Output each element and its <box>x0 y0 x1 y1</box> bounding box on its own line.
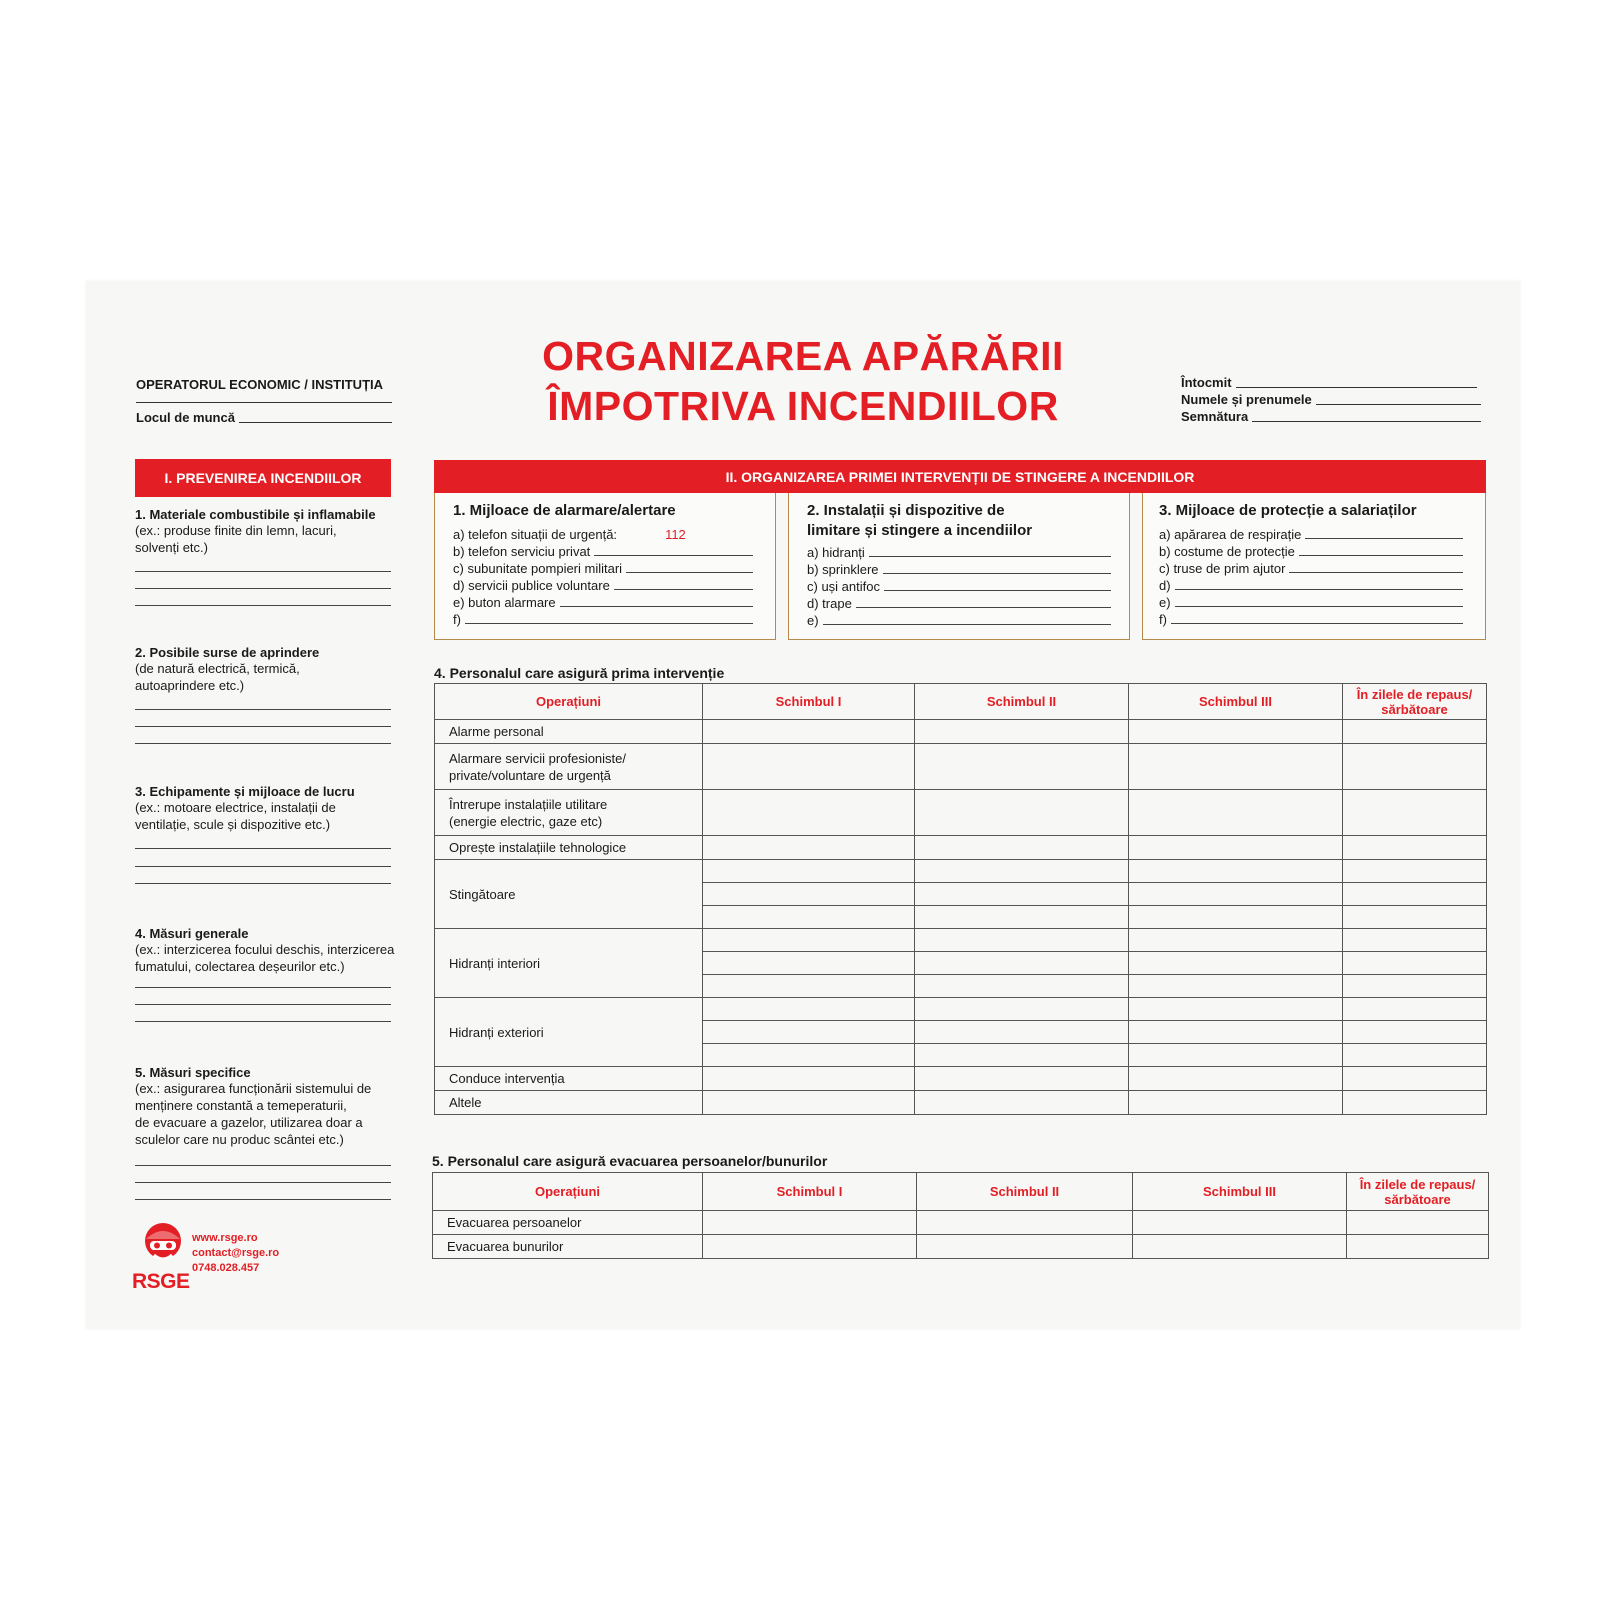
write-line[interactable] <box>135 726 391 727</box>
table-cell[interactable] <box>1129 860 1343 883</box>
prevention-item-1 <box>135 507 425 556</box>
write-line[interactable] <box>135 1165 391 1166</box>
write-line[interactable] <box>135 743 391 744</box>
prevention-item-desc: (de natură electrică, termică, <box>135 661 300 676</box>
installations-box <box>788 493 1130 640</box>
protection-row-respiration[interactable]: a) apărarea de respirație <box>1159 525 1463 542</box>
table-cell[interactable] <box>1129 1021 1343 1044</box>
operation-label <box>435 1067 703 1091</box>
operation-label <box>435 1091 703 1115</box>
table-cell[interactable] <box>915 744 1129 790</box>
form-sheet <box>86 281 1520 1329</box>
col-holidays: În zilele de repaus/ sărbătoare <box>1343 684 1487 720</box>
operation-label <box>435 744 703 790</box>
table-cell[interactable] <box>1129 744 1343 790</box>
table-cell[interactable] <box>703 975 915 998</box>
col-holidays: În zilele de repaus/ sărbătoare <box>1347 1173 1489 1211</box>
prevention-item-desc: (ex.: produse finite din lemn, lacuri, <box>135 523 337 538</box>
protection-box <box>1142 493 1486 640</box>
table-row <box>435 929 1487 952</box>
table-cell[interactable] <box>1343 1067 1487 1091</box>
table-row <box>435 744 1487 790</box>
table-cell[interactable] <box>915 998 1129 1021</box>
alarm-row-firefighters[interactable]: c) subunitate pompieri militari <box>453 559 753 576</box>
prevention-item-title: 4. Măsuri generale <box>135 926 249 941</box>
table-cell[interactable] <box>1129 998 1343 1021</box>
prevention-item-desc: (ex.: interzicerea focului deschis, interzicerea <box>135 942 395 957</box>
table-cell[interactable] <box>1133 1211 1347 1235</box>
prevention-item-title: 2. Posibile surse de aprindere <box>135 645 320 660</box>
prevention-item-desc: (ex.: asigurarea funcționării sistemului de <box>135 1081 372 1096</box>
table-cell[interactable] <box>1343 1021 1487 1044</box>
prevention-item-4 <box>135 926 425 975</box>
table-cell[interactable] <box>1129 952 1343 975</box>
col-operations: Operațiuni <box>435 684 703 720</box>
table-cell[interactable] <box>703 790 915 836</box>
write-line[interactable] <box>135 883 391 884</box>
table-cell[interactable] <box>915 1091 1129 1115</box>
alarm-row-voluntary[interactable]: d) servicii publice voluntare <box>453 576 753 593</box>
name-field[interactable]: Numele și prenumele <box>1181 391 1481 407</box>
first-intervention-table <box>434 683 1487 1115</box>
table-cell[interactable] <box>703 720 915 744</box>
table-cell[interactable] <box>1343 952 1487 975</box>
email-link[interactable]: contact@rsge.ro <box>192 1247 280 1259</box>
protection-row-suits[interactable]: b) costume de protecție <box>1159 542 1463 559</box>
protection-row-firstaid[interactable]: c) truse de prim ajutor <box>1159 559 1463 576</box>
table-cell[interactable] <box>1343 883 1487 906</box>
write-line[interactable] <box>135 588 391 589</box>
operation-label-line: Conduce intervenția <box>449 1071 565 1086</box>
section2-banner: II. ORGANIZAREA PRIMEI INTERVENȚII DE STINGERE A INCENDIILOR <box>434 460 1486 493</box>
installations-row-sprinklers[interactable]: b) sprinklere <box>807 560 1111 577</box>
table-cell[interactable] <box>1129 906 1343 929</box>
table-cell[interactable] <box>1129 836 1343 860</box>
table-cell[interactable] <box>1129 790 1343 836</box>
table-row <box>435 998 1487 1021</box>
table-cell[interactable] <box>915 860 1129 883</box>
table-cell[interactable] <box>703 1044 915 1067</box>
prevention-item-desc: solvenți etc.) <box>135 540 208 555</box>
prepared-field[interactable]: Întocmit <box>1181 374 1477 390</box>
prevention-item-5 <box>135 1065 425 1148</box>
table-cell[interactable] <box>703 744 915 790</box>
installations-row-e[interactable]: e) <box>807 611 1111 628</box>
table-cell[interactable] <box>703 952 915 975</box>
operation-label: Evacuarea bunurilor <box>433 1235 703 1259</box>
write-line[interactable] <box>135 1199 391 1200</box>
prevention-item-desc: menținere constantă a temeperaturii, <box>135 1098 347 1113</box>
section1-banner: I. PREVENIREA INCENDIILOR <box>135 459 391 497</box>
table-row <box>435 1091 1487 1115</box>
table-cell[interactable] <box>1129 883 1343 906</box>
table-cell[interactable] <box>915 1067 1129 1091</box>
write-line[interactable] <box>135 571 391 572</box>
table-cell[interactable] <box>1343 744 1487 790</box>
protection-row-e[interactable]: e) <box>1159 593 1463 610</box>
col-shift-1: Schimbul I <box>703 1173 917 1211</box>
operation-label-line: Altele <box>449 1095 482 1110</box>
table-cell[interactable] <box>703 860 915 883</box>
table-cell[interactable] <box>915 975 1129 998</box>
operator-line[interactable] <box>136 402 392 403</box>
table-row <box>435 720 1487 744</box>
prevention-item-2 <box>135 645 425 694</box>
installations-row-hatches[interactable]: d) trape <box>807 594 1111 611</box>
table-cell[interactable] <box>915 720 1129 744</box>
table-cell[interactable] <box>1343 906 1487 929</box>
form-title-line2: ÎMPOTRIVA INCENDIILOR <box>547 383 1059 429</box>
table-row <box>435 836 1487 860</box>
evacuation-table <box>432 1172 1489 1259</box>
table-cell[interactable] <box>1343 929 1487 952</box>
write-line[interactable] <box>135 987 391 988</box>
table-cell[interactable] <box>703 998 915 1021</box>
table-row <box>433 1211 1489 1235</box>
table-row <box>435 790 1487 836</box>
table-cell[interactable] <box>1129 1044 1343 1067</box>
form-title-line1: ORGANIZAREA APĂRĂRII <box>542 333 1064 379</box>
prevention-item-desc: fumatului, colectarea deșeurilor etc.) <box>135 959 345 974</box>
installations-row-doors[interactable]: c) uși antifoc <box>807 577 1111 594</box>
operator-label: OPERATORUL ECONOMIC / INSTITUȚIA <box>136 377 384 392</box>
operation-label-line: Hidranți exteriori <box>449 1024 544 1040</box>
table-cell[interactable] <box>703 836 915 860</box>
installations-row-hydrants[interactable]: a) hidranți <box>807 543 1111 560</box>
prevention-item-3 <box>135 784 425 833</box>
write-line[interactable] <box>135 848 391 849</box>
table-row <box>435 1067 1487 1091</box>
table-cell[interactable] <box>1129 1067 1343 1091</box>
installations-title-2: limitare și stingere a incendiilor <box>807 522 1033 539</box>
write-line[interactable] <box>135 709 391 710</box>
table-cell[interactable] <box>1343 860 1487 883</box>
protection-row-d[interactable]: d) <box>1159 576 1463 593</box>
table-cell[interactable] <box>915 1044 1129 1067</box>
table-cell[interactable] <box>917 1235 1133 1259</box>
alarm-row-emergency[interactable]: a) telefon situații de urgență: 112 <box>453 527 686 542</box>
contact-block <box>192 1231 279 1276</box>
table-cell[interactable] <box>703 1211 917 1235</box>
operation-label: Evacuarea persoanelor <box>433 1211 703 1235</box>
signature-field[interactable]: Semnătura <box>1181 408 1481 424</box>
table-cell[interactable] <box>915 1021 1129 1044</box>
table-cell[interactable] <box>1343 1091 1487 1115</box>
table-cell[interactable] <box>1343 720 1487 744</box>
operation-label-line: (energie electric, gaze etc) <box>449 813 603 829</box>
prevention-item-desc: ventilație, scule și dispozitive etc.) <box>135 817 331 832</box>
workplace-field[interactable]: Locul de muncă <box>136 407 392 425</box>
table-cell[interactable] <box>915 952 1129 975</box>
phone-number: 0748.028.457 <box>192 1262 260 1274</box>
operation-label <box>435 790 703 836</box>
emergency-number: 112 <box>665 527 686 542</box>
col-shift-2: Schimbul II <box>917 1173 1133 1211</box>
table-cell[interactable] <box>703 1235 917 1259</box>
table-cell[interactable] <box>1343 836 1487 860</box>
write-line[interactable] <box>135 605 391 606</box>
table-cell[interactable] <box>1343 1044 1487 1067</box>
alarm-means-title: 1. Mijloace de alarmare/alertare <box>453 502 676 519</box>
operation-label-line: Alarmare servicii profesioniste/ <box>449 750 627 766</box>
table-cell[interactable] <box>915 906 1129 929</box>
operation-label <box>435 836 703 860</box>
alarm-row-private[interactable]: b) telefon serviciu privat <box>453 542 753 559</box>
prevention-item-desc: (ex.: motoare electrice, instalații de <box>135 800 336 815</box>
operation-label-line: Întrerupe instalațiile utilitare <box>449 796 608 812</box>
prevention-item-desc: de evacuare a gazelor, utilizarea doar a <box>135 1115 363 1130</box>
col-shift-3: Schimbul III <box>1129 684 1343 720</box>
prevention-item-title: 3. Echipamente și mijloace de lucru <box>135 784 355 799</box>
table-cell[interactable] <box>703 1091 915 1115</box>
table-cell[interactable] <box>1343 975 1487 998</box>
protection-title: 3. Mijloace de protecție a salariaților <box>1159 502 1417 519</box>
table-row <box>433 1235 1489 1259</box>
table-cell[interactable] <box>703 1067 915 1091</box>
table-cell[interactable] <box>915 836 1129 860</box>
table-cell[interactable] <box>1133 1235 1347 1259</box>
operation-label <box>435 998 703 1067</box>
col-operations: Operațiuni <box>433 1173 703 1211</box>
prevention-item-title: 5. Măsuri specifice <box>135 1065 251 1080</box>
table-cell[interactable] <box>1347 1235 1489 1259</box>
write-line[interactable] <box>135 1182 391 1183</box>
helmet-icon <box>132 1219 194 1267</box>
table-cell[interactable] <box>703 1021 915 1044</box>
col-shift-3: Schimbul III <box>1133 1173 1347 1211</box>
operation-label <box>435 860 703 929</box>
col-shift-2: Schimbul II <box>915 684 1129 720</box>
operation-label <box>435 720 703 744</box>
website-link[interactable]: www.rsge.ro <box>192 1232 258 1244</box>
write-line[interactable] <box>135 866 391 867</box>
table-cell[interactable] <box>917 1211 1133 1235</box>
col-shift-1: Schimbul I <box>703 684 915 720</box>
table-cell[interactable] <box>1129 1091 1343 1115</box>
prevention-item-desc: autoaprindere etc.) <box>135 678 245 693</box>
write-line[interactable] <box>135 1021 391 1022</box>
prevention-item-title: 1. Materiale combustibile și inflamabile <box>135 507 376 522</box>
table-cell[interactable] <box>703 883 915 906</box>
table-cell[interactable] <box>1343 998 1487 1021</box>
alarm-row-f[interactable]: f) <box>453 610 753 627</box>
operation-label-line: Alarme personal <box>449 724 544 739</box>
table-cell[interactable] <box>703 906 915 929</box>
alarm-row-button[interactable]: e) buton alarmare <box>453 593 753 610</box>
table-cell[interactable] <box>1343 790 1487 836</box>
table-cell[interactable] <box>1347 1211 1489 1235</box>
prevention-item-desc: sculelor care nu produc scântei etc.) <box>135 1132 344 1147</box>
table-cell[interactable] <box>1129 929 1343 952</box>
table5-title: 5. Personalul care asigură evacuarea persoanelor/bunurilor <box>432 1153 828 1169</box>
operation-label-line: Hidranți interiori <box>449 955 541 971</box>
operation-label-line: Oprește instalațiile tehnologice <box>449 840 627 855</box>
installations-title-1: 2. Instalații și dispozitive de <box>807 502 1005 519</box>
table-cell[interactable] <box>915 790 1129 836</box>
table-cell[interactable] <box>703 929 915 952</box>
alarm-means-box <box>434 493 776 640</box>
operation-label-line: Stingătoare <box>449 886 516 902</box>
table-cell[interactable] <box>915 929 1129 952</box>
write-line[interactable] <box>135 1004 391 1005</box>
rsge-logo <box>132 1219 194 1291</box>
table-cell[interactable] <box>1129 975 1343 998</box>
table4-title: 4. Personalul care asigură prima intervenție <box>434 665 725 681</box>
protection-row-f[interactable]: f) <box>1159 610 1463 627</box>
table-cell[interactable] <box>1129 720 1343 744</box>
operation-label-line: private/voluntare de urgență <box>449 767 611 783</box>
table-cell[interactable] <box>915 883 1129 906</box>
table-row <box>435 860 1487 883</box>
brand-name: RSGE <box>132 1270 190 1293</box>
operation-label <box>435 929 703 998</box>
